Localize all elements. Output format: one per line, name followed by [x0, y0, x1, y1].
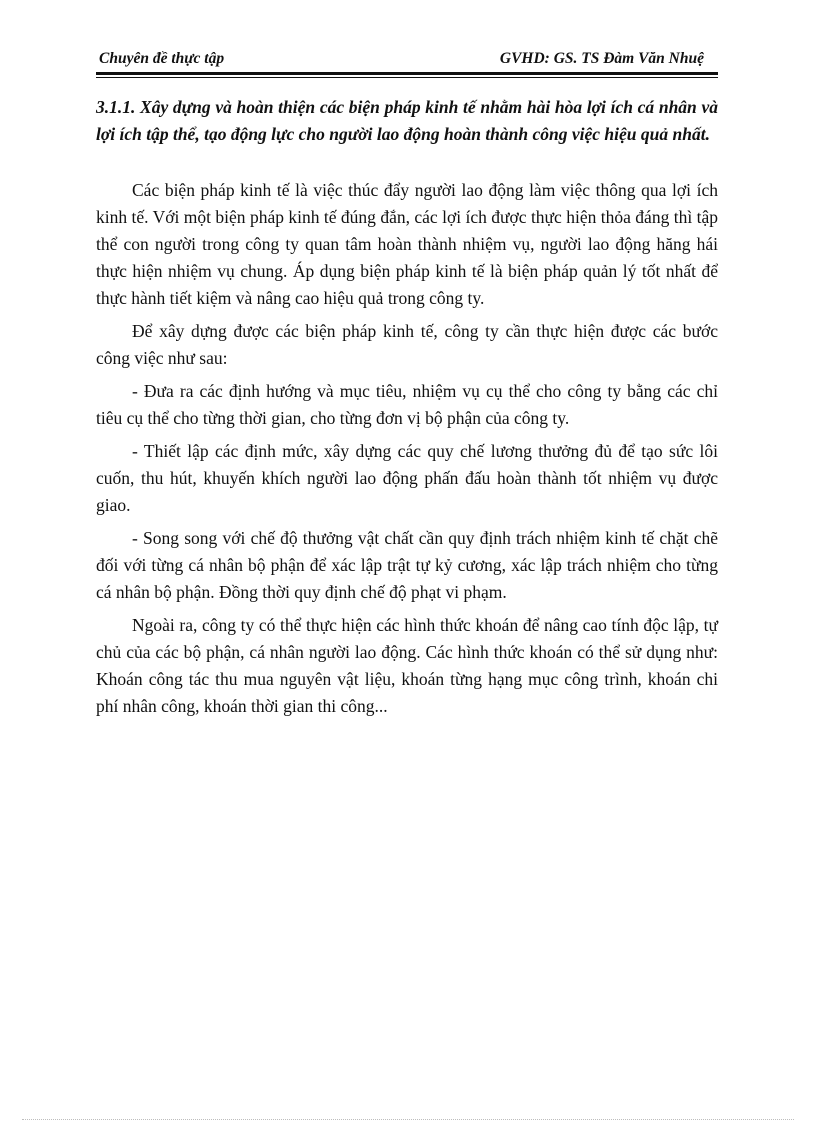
- paragraph-steps-intro: Để xây dựng được các biện pháp kinh tế, công ty cần thực hiện được các bước công việc như sau:: [96, 321, 718, 368]
- paragraph-step-goals: - Đưa ra các định hướng và mục tiêu, nhiệm vụ cụ thể cho công ty bằng các chỉ tiêu cụ thể cho từng thời gian, cho từng đơn vị bộ phận của công ty.: [96, 381, 718, 428]
- section-body: [96, 177, 718, 726]
- header-supervisor: GVHD: GS. TS Đàm Văn Nhuệ: [499, 50, 704, 67]
- paragraph-economic-measures: Các biện pháp kinh tế là việc thúc đẩy người lao động làm việc thông qua lợi ích kinh tế. Với một biện pháp kinh tế đúng đắn, các lợi ích được thực hiện thỏa đáng thì tập thể con người trong công ty quan tâm hoàn thành nhiệm vụ, người lao động hăng hái thực hiện nhiệm vụ chung. Áp dụng biện pháp kinh tế là biện pháp quản lý tốt nhất để thực hành tiết kiệm và nâng cao hiệu quả trong công ty.: [96, 180, 718, 308]
- paragraph-contracting: Ngoài ra, công ty có thể thực hiện các hình thức khoán để nâng cao tính độc lập, tự chủ của các bộ phận, cá nhân người lao động. Các hình thức khoán có thể sử dụng như: Khoán công tác thu mua nguyên vật liệu, khoán từng hạng mục công trình, khoán chi phí nhân công, khoán thời gian thi công...: [96, 615, 718, 716]
- page-bottom-divider: [22, 1119, 794, 1120]
- section-heading: 3.1.1. Xây dựng và hoàn thiện các biện pháp kinh tế nhằm hài hòa lợi ích cá nhân và lợi ích tập thể, tạo động lực cho người lao động hoàn thành công việc hiệu quả nhất.: [96, 97, 718, 144]
- page-header: [96, 46, 718, 72]
- header-document-type: Chuyên đề thực tập: [99, 50, 225, 67]
- paragraph-step-norms: - Thiết lập các định mức, xây dựng các quy chế lương thưởng đủ để tạo sức lôi cuốn, thu hút, khuyến khích người lao động phấn đấu hoàn thành tốt nhiệm vụ được giao.: [96, 441, 718, 515]
- paragraph-step-responsibility: - Song song với chế độ thưởng vật chất cần quy định trách nhiệm kinh tế chặt chẽ đối với từng cá nhân bộ phận để xác lập trật tự kỷ cương, xác lập trách nhiệm cho từng cá nhân bộ phận. Đồng thời quy định chế độ phạt vi phạm.: [96, 528, 718, 602]
- header-divider: [96, 72, 718, 78]
